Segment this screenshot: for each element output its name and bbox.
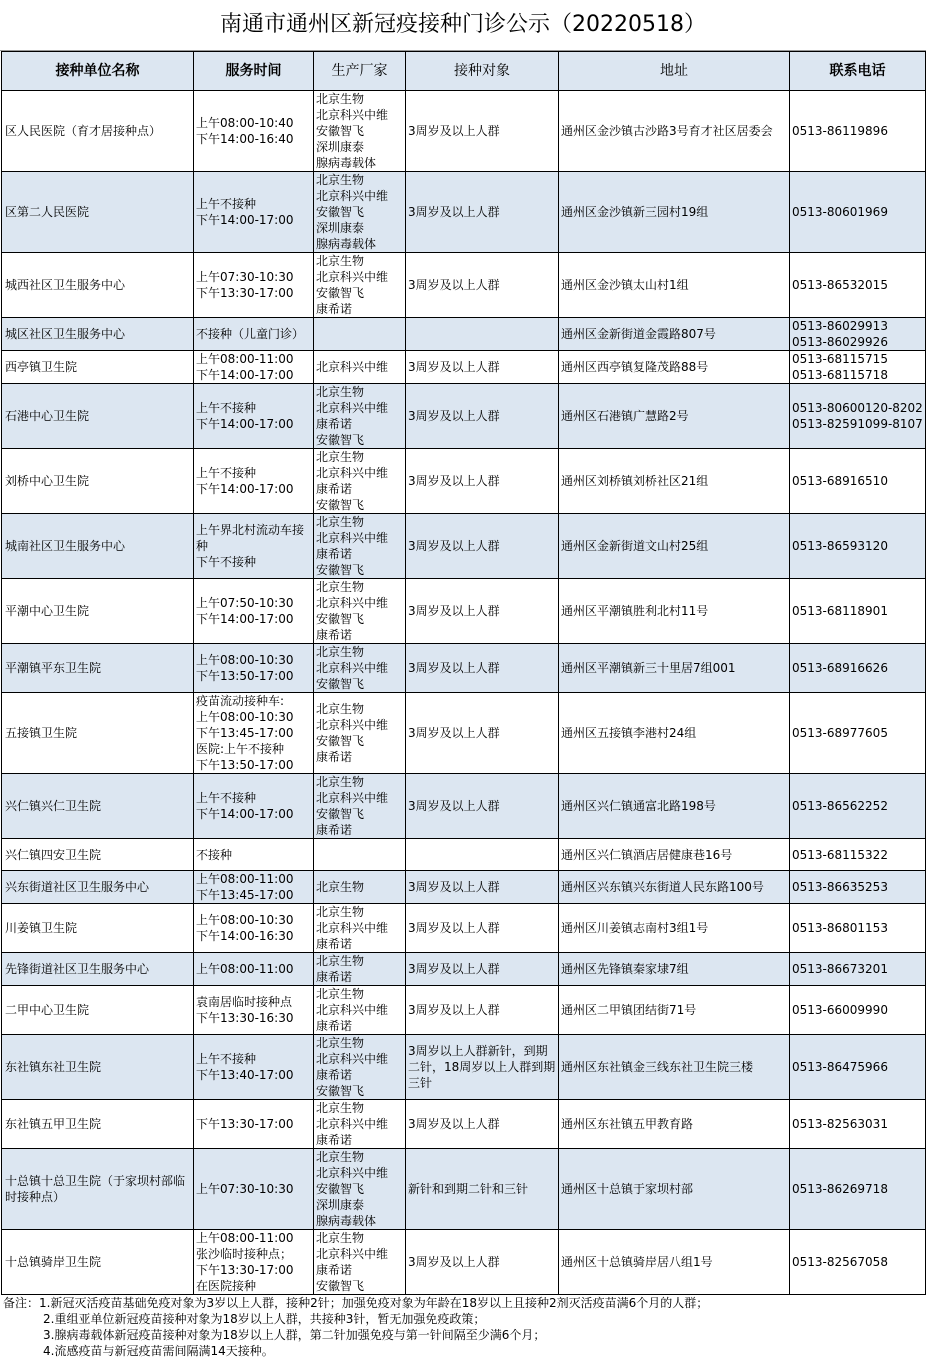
- cell-target: 3周岁及以上人群: [406, 1100, 559, 1149]
- cell-manufacturer: 北京生物 北京科兴中维 康希诺 安徽智飞: [314, 514, 406, 579]
- cell-target: 3周岁及以上人群: [406, 579, 559, 644]
- cell-target: 3周岁及以上人群: [406, 774, 559, 839]
- cell-unit-name: 五接镇卫生院: [2, 693, 194, 774]
- cell-service-time: 上午不接种 下午14:00-17:00: [194, 172, 314, 253]
- cell-address: 通州区五接镇李港村24组: [559, 693, 790, 774]
- cell-address: 通州区西亭镇复隆茂路88号: [559, 351, 790, 384]
- cell-target: [406, 839, 559, 871]
- table-row: [2, 1230, 926, 1295]
- cell-target: 3周岁及以上人群: [406, 253, 559, 318]
- table-row: [2, 986, 926, 1035]
- cell-unit-name: 兴东街道社区卫生服务中心: [2, 871, 194, 904]
- cell-target: 3周岁及以上人群: [406, 172, 559, 253]
- header-phone: 联系电话: [790, 52, 926, 91]
- cell-unit-name: 兴仁镇兴仁卫生院: [2, 774, 194, 839]
- cell-manufacturer: [314, 839, 406, 871]
- notes: [0, 1295, 926, 1359]
- table-row: [2, 693, 926, 774]
- table-row: [2, 449, 926, 514]
- cell-phone: 0513-86562252: [790, 774, 926, 839]
- cell-address: 通州区石港镇广慧路2号: [559, 384, 790, 449]
- cell-unit-name: 城南社区卫生服务中心: [2, 514, 194, 579]
- cell-phone: 0513-82563031: [790, 1100, 926, 1149]
- cell-service-time: 上午界北村流动车接种 下午不接种: [194, 514, 314, 579]
- cell-unit-name: 城西社区卫生服务中心: [2, 253, 194, 318]
- cell-manufacturer: 北京科兴中维: [314, 351, 406, 384]
- table-row: [2, 774, 926, 839]
- table-row: [2, 91, 926, 172]
- cell-unit-name: 十总镇骑岸卫生院: [2, 1230, 194, 1295]
- cell-unit-name: 十总镇十总卫生院（于家坝村部临时接种点）: [2, 1149, 194, 1230]
- cell-target: [406, 318, 559, 351]
- cell-service-time: 上午不接种 下午13:40-17:00: [194, 1035, 314, 1100]
- cell-service-time: 上午08:00-10:30 下午14:00-16:30: [194, 904, 314, 953]
- header-manufacturer: 生产厂家: [314, 52, 406, 91]
- cell-phone: 0513-86673201: [790, 953, 926, 986]
- cell-service-time: 疫苗流动接种车: 上午08:00-10:30 下午13:45-17:00 医院:上午不接种 下午13:50-17:00: [194, 693, 314, 774]
- cell-address: 通州区十总镇于家坝村部: [559, 1149, 790, 1230]
- cell-manufacturer: 北京生物 北京科兴中维 安徽智飞 深圳康泰 腺病毒载体: [314, 91, 406, 172]
- cell-phone: 0513-86029913 0513-86029926: [790, 318, 926, 351]
- cell-address: 通州区先锋镇秦家埭7组: [559, 953, 790, 986]
- cell-phone: 0513-82567058: [790, 1230, 926, 1295]
- cell-phone: 0513-80601969: [790, 172, 926, 253]
- cell-service-time: 上午不接种 下午14:00-17:00: [194, 384, 314, 449]
- note-line: 4.流感疫苗与新冠疫苗需间隔满14天接种。: [43, 1344, 274, 1358]
- cell-target: 3周岁及以上人群: [406, 904, 559, 953]
- cell-target: 3周岁及以上人群: [406, 693, 559, 774]
- cell-manufacturer: 北京生物 北京科兴中维 康希诺 安徽智飞: [314, 384, 406, 449]
- cell-phone: 0513-80600120-82020513-82591099-8107: [790, 384, 926, 449]
- cell-target: 3周岁及以上人群: [406, 986, 559, 1035]
- cell-phone: 0513-86532015: [790, 253, 926, 318]
- cell-manufacturer: 北京生物 北京科兴中维 安徽智飞 深圳康泰 腺病毒载体: [314, 172, 406, 253]
- cell-unit-name: 川姜镇卫生院: [2, 904, 194, 953]
- cell-address: 通州区兴仁镇通富北路198号: [559, 774, 790, 839]
- cell-manufacturer: 北京生物 北京科兴中维 康希诺: [314, 1100, 406, 1149]
- cell-phone: 0513-68977605: [790, 693, 926, 774]
- cell-phone: 0513-86593120: [790, 514, 926, 579]
- header-target: 接种对象: [406, 52, 559, 91]
- cell-service-time: 下午13:30-17:00: [194, 1100, 314, 1149]
- clinic-table: [1, 51, 926, 1295]
- cell-manufacturer: 北京生物 北京科兴中维 康希诺 安徽智飞: [314, 1230, 406, 1295]
- note-line: 3.腺病毒载体新冠疫苗接种对象为18岁以上人群，第二针加强免疫与第一针间隔至少满6个月；: [43, 1328, 546, 1342]
- cell-manufacturer: 北京生物 北京科兴中维 安徽智飞 康希诺: [314, 693, 406, 774]
- cell-manufacturer: 北京生物 北京科兴中维 安徽智飞 深圳康泰 腺病毒载体: [314, 1149, 406, 1230]
- note-line: 备注：1.新冠灭活疫苗基础免疫对象为3岁以上人群，接种2针；加强免疫对象为年龄在18岁以上且接种2剂灭活疫苗满6个月的人群；: [3, 1296, 709, 1310]
- cell-service-time: 上午07:30-10:30 下午13:30-17:00: [194, 253, 314, 318]
- table-row: [2, 384, 926, 449]
- cell-manufacturer: 北京生物 北京科兴中维 安徽智飞 康希诺: [314, 774, 406, 839]
- table-row: [2, 1035, 926, 1100]
- cell-address: 通州区兴东镇兴东街道人民东路100号: [559, 871, 790, 904]
- cell-target: 新针和到期二针和三针: [406, 1149, 559, 1230]
- table-row: [2, 871, 926, 904]
- note-line: 2.重组亚单位新冠疫苗接种对象为18岁以上人群，共接种3针，暂无加强免疫政策；: [43, 1312, 486, 1326]
- cell-target: 3周岁及以上人群: [406, 1230, 559, 1295]
- cell-service-time: 上午08:00-10:40 下午14:00-16:40: [194, 91, 314, 172]
- cell-target: 3周岁及以上人群: [406, 351, 559, 384]
- cell-service-time: 上午08:00-11:00 下午14:00-17:00: [194, 351, 314, 384]
- cell-service-time: 上午07:50-10:30 下午14:00-17:00: [194, 579, 314, 644]
- table-row: [2, 318, 926, 351]
- cell-target: 3周岁及以上人群: [406, 449, 559, 514]
- cell-address: 通州区东社镇五甲教育路: [559, 1100, 790, 1149]
- cell-service-time: 上午07:30-10:30: [194, 1149, 314, 1230]
- cell-unit-name: 刘桥中心卫生院: [2, 449, 194, 514]
- cell-target: 3周岁及以上人群: [406, 384, 559, 449]
- table-row: [2, 253, 926, 318]
- cell-service-time: 上午08:00-11:00 下午13:45-17:00: [194, 871, 314, 904]
- cell-unit-name: 平潮镇平东卫生院: [2, 644, 194, 693]
- cell-service-time: 袁南居临时接种点 下午13:30-16:30: [194, 986, 314, 1035]
- cell-unit-name: 石港中心卫生院: [2, 384, 194, 449]
- cell-manufacturer: 北京生物: [314, 871, 406, 904]
- cell-service-time: 上午08:00-11:00 张沙临时接种点； 下午13:30-17:00 在医院接种: [194, 1230, 314, 1295]
- cell-target: 3周岁及以上人群: [406, 953, 559, 986]
- cell-address: 通州区二甲镇团结街71号: [559, 986, 790, 1035]
- cell-unit-name: 兴仁镇四安卫生院: [2, 839, 194, 871]
- cell-unit-name: 区第二人民医院: [2, 172, 194, 253]
- cell-phone: 0513-86801153: [790, 904, 926, 953]
- cell-unit-name: 东社镇五甲卫生院: [2, 1100, 194, 1149]
- cell-address: 通州区东社镇金三线东社卫生院三楼: [559, 1035, 790, 1100]
- cell-unit-name: 区人民医院（育才居接种点）: [2, 91, 194, 172]
- cell-unit-name: 先锋街道社区卫生服务中心: [2, 953, 194, 986]
- cell-phone: 0513-68115715 0513-68115718: [790, 351, 926, 384]
- cell-phone: 0513-86635253: [790, 871, 926, 904]
- cell-target: 3周岁以上人群新针，到期二针，18周岁以上人群到期三针: [406, 1035, 559, 1100]
- cell-service-time: 上午不接种 下午14:00-17:00: [194, 449, 314, 514]
- cell-address: 通州区十总镇骑岸居八组1号: [559, 1230, 790, 1295]
- table-row: [2, 514, 926, 579]
- cell-service-time: 上午08:00-10:30 下午13:50-17:00: [194, 644, 314, 693]
- table-row: [2, 1100, 926, 1149]
- cell-phone: 0513-68916510: [790, 449, 926, 514]
- cell-manufacturer: 北京生物 北京科兴中维 安徽智飞: [314, 644, 406, 693]
- table-row: [2, 644, 926, 693]
- cell-unit-name: 东社镇东社卫生院: [2, 1035, 194, 1100]
- cell-manufacturer: 北京生物 北京科兴中维 安徽智飞 康希诺: [314, 579, 406, 644]
- cell-manufacturer: 北京生物 北京科兴中维 康希诺 安徽智飞: [314, 449, 406, 514]
- cell-unit-name: 二甲中心卫生院: [2, 986, 194, 1035]
- table-row: [2, 172, 926, 253]
- cell-phone: 0513-86269718: [790, 1149, 926, 1230]
- cell-address: 通州区平潮镇新三十里居7组001: [559, 644, 790, 693]
- cell-manufacturer: 北京生物 北京科兴中维 康希诺: [314, 904, 406, 953]
- table-row: [2, 953, 926, 986]
- cell-address: 通州区金沙镇太山村1组: [559, 253, 790, 318]
- cell-phone: 0513-68118901: [790, 579, 926, 644]
- cell-target: 3周岁及以上人群: [406, 514, 559, 579]
- cell-service-time: 上午不接种 下午14:00-17:00: [194, 774, 314, 839]
- cell-target: 3周岁及以上人群: [406, 871, 559, 904]
- cell-phone: 0513-86119896: [790, 91, 926, 172]
- cell-address: 通州区金新街道金霞路807号: [559, 318, 790, 351]
- table-row: [2, 579, 926, 644]
- cell-address: 通州区金新街道文山村25组: [559, 514, 790, 579]
- cell-unit-name: 平潮中心卫生院: [2, 579, 194, 644]
- cell-phone: 0513-86475966: [790, 1035, 926, 1100]
- cell-manufacturer: 北京生物 北京科兴中维 康希诺: [314, 986, 406, 1035]
- cell-service-time: 不接种: [194, 839, 314, 871]
- page-title: 南通市通州区新冠疫接种门诊公示（20220518）: [0, 0, 926, 51]
- table-row: [2, 904, 926, 953]
- cell-phone: 0513-68115322: [790, 839, 926, 871]
- cell-unit-name: 西亭镇卫生院: [2, 351, 194, 384]
- cell-manufacturer: 北京生物 北京科兴中维 安徽智飞 康希诺: [314, 253, 406, 318]
- cell-manufacturer: [314, 318, 406, 351]
- cell-unit-name: 城区社区卫生服务中心: [2, 318, 194, 351]
- cell-phone: 0513-66009990: [790, 986, 926, 1035]
- header-unit-name: 接种单位名称: [2, 52, 194, 91]
- table-row: [2, 1149, 926, 1230]
- cell-address: 通州区平潮镇胜利北村11号: [559, 579, 790, 644]
- table-header-row: [2, 52, 926, 91]
- header-address: 地址: [559, 52, 790, 91]
- cell-service-time: 不接种（儿童门诊）: [194, 318, 314, 351]
- cell-manufacturer: 北京生物 康希诺: [314, 953, 406, 986]
- cell-target: 3周岁及以上人群: [406, 644, 559, 693]
- cell-target: 3周岁及以上人群: [406, 91, 559, 172]
- cell-manufacturer: 北京生物 北京科兴中维 康希诺 安徽智飞: [314, 1035, 406, 1100]
- table-row: [2, 839, 926, 871]
- cell-address: 通州区川姜镇志南村3组1号: [559, 904, 790, 953]
- cell-address: 通州区金沙镇新三园村19组: [559, 172, 790, 253]
- header-service-time: 服务时间: [194, 52, 314, 91]
- cell-phone: 0513-68916626: [790, 644, 926, 693]
- cell-address: 通州区兴仁镇酒店居健康巷16号: [559, 839, 790, 871]
- cell-address: 通州区金沙镇古沙路3号育才社区居委会: [559, 91, 790, 172]
- cell-service-time: 上午08:00-11:00: [194, 953, 314, 986]
- cell-address: 通州区刘桥镇刘桥社区21组: [559, 449, 790, 514]
- table-row: [2, 351, 926, 384]
